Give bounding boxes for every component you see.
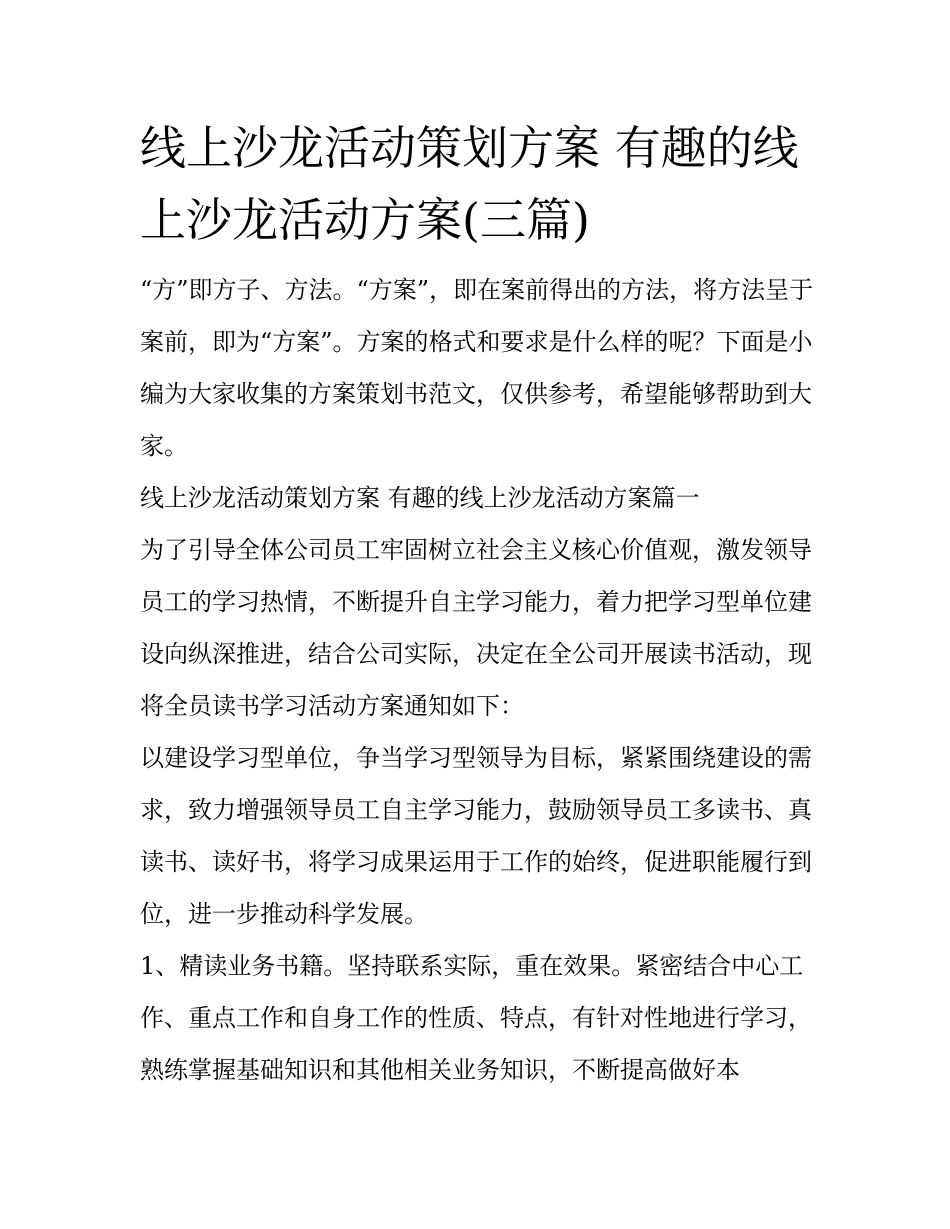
- section-heading: 线上沙龙活动策划方案 有趣的线上沙龙活动方案篇一: [140, 484, 700, 512]
- intro-paragraph: “方”即方子、方法。“方案”，即在案前得出的方法，将方法呈于案前，即为“方案”。方案的格式和要求是什么样的呢？下面是小编为大家收集的方案策划书范文，仅供参考，希望能够帮助到大家。: [140, 276, 814, 460]
- body-paragraph: 以建设学习型单位，争当学习型领导为目标，紧紧围绕建设的需求，致力增强领导员工自主学习能力，鼓励领导员工多读书、真读书、读好书，将学习成果运用于工作的始终，促进职能履行到位，进一步推动科学发展。: [140, 744, 812, 928]
- list-item: 1、精读业务书籍。坚持联系实际，重在效果。紧密结合中心工作、重点工作和自身工作的性质、特点，有针对性地进行学习，熟练掌握基础知识和其他相关业务知识，不断提高做好本: [140, 952, 812, 1084]
- document-body: [140, 112, 815, 1096]
- document-title: 线上沙龙活动策划方案 有趣的线上沙龙活动方案(三篇): [140, 121, 799, 247]
- body-paragraph: 为了引导全体公司员工牢固树立社会主义核心价值观，激发领导员工的学习热情，不断提升自主学习能力，着力把学习型单位建设向纵深推进，结合公司实际，决定在全公司开展读书活动，现将全员读书学习活动方案通知如下：: [140, 536, 812, 720]
